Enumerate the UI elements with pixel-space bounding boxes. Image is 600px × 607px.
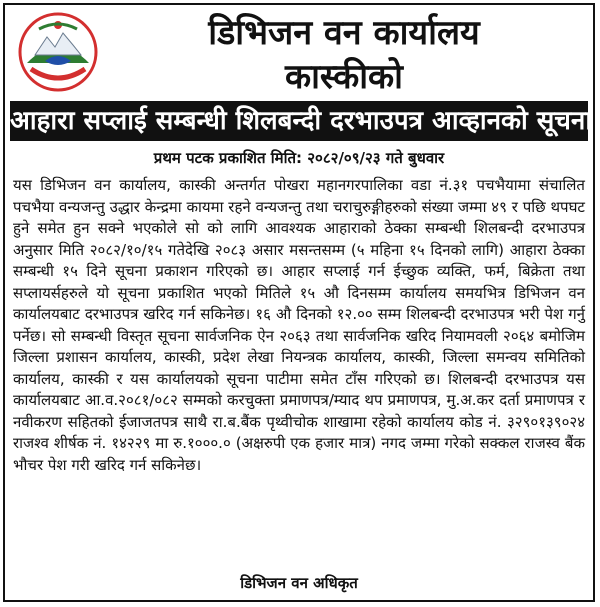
notice-header (5, 5, 593, 97)
nepal-government-emblem-icon (17, 11, 99, 93)
signatory-title: डिभिजन वन अधिकृत (240, 574, 358, 592)
notice-body: यस डिभिजन वन कार्यालय, कास्की अन्तर्गत पोखरा महानगरपालिका वडा नं.३१ पचभैयामा संचालित पचभैया वन्यजन्तु उद्धार केन्द्रमा कायमा रहने वन्यजन्तु तथा चराचुरुङ्गीहरुको संख्या जम्मा ४९ र पछि थपघट हुने समेत हुन सक्ने भएकोले सो को लागि आवश्यक आहाराको ठेक्का सम्बन्धी शिलबन्दी दरभाउपत्र अनुसार मिति २०८२/१०/१५ गतेदेखि २०८३ असार मसन्तसम्म (५ महिना १५ दिनको लागि) आहारा ठेक्का सम्बन्धी १५ दिने सूचना प्रकाशन गरिएको छ। आहार सप्लाई गर्न ईच्छुक व्यक्ति, फर्म, बिक्रेता तथा सप्लायर्सहरुले यो सूचना प्रकाशित भएको मितिले १५ औ दिनसम्म कार्यालय समयभित्र डिभिजन वन कार्यालयबाट दरभाउपत्र खरिद गर्न सकिनेछ। १६ औ दिनको १२.०० सम्म शिलबन्दी दरभाउपत्र भरी पेश गर्नु पर्नेछ। सो सम्बन्धी विस्तृत सूचना सार्वजनिक ऐन २०६३ तथा सार्वजनिक खरिद नियामवली २०६४ बमोजिम जिल्ला प्रशासन कार्यालय, कास्की, प्रदेश लेखा नियन्त्रक कार्यालय, कास्की, जिल्ला समन्वय समितिको कार्यालय, कास्की र यस कार्यालयको सूचना पाटीमा समेत टाँस गरिएको छ। शिलबन्दी दरभाउपत्र यस कार्यालयबाट आ.व.२०८१/०८२ सम्मको करचुक्ता प्रमाणपत्र/म्याद थप प्रमाणपत्र, मु.अ.कर दर्ता प्रमाणपत्र र नवीकरण सहितको ईजाजतपत्र साथै रा.ब.बैंक पृथ्वीचोक शाखामा रहेको कार्यालय कोड नं. ३२९०१३९०२४ राजश्व शीर्षक नं. १४२२९ मा रु.१०००.० (अक्षरुपी एक हजार मात्र) नगद जम्मा गरेको सक्कल राजस्व बैंक भौचर पेश गरी खरिद गर्न सकिनेछ। (13, 176, 585, 474)
district-name: कास्कीको (285, 57, 403, 97)
notice-frame (3, 3, 595, 602)
office-name: डिभिजन वन कार्यालय (208, 13, 480, 53)
publication-date: प्रथम पटक प्रकाशित मिति: २०८२/०९/२३ गते बुधवार (153, 149, 445, 167)
notice-title-banner: आहारा सप्लाई सम्बन्धी शिलबन्दी दरभाउपत्र आव्हानको सूचना (10, 101, 588, 141)
